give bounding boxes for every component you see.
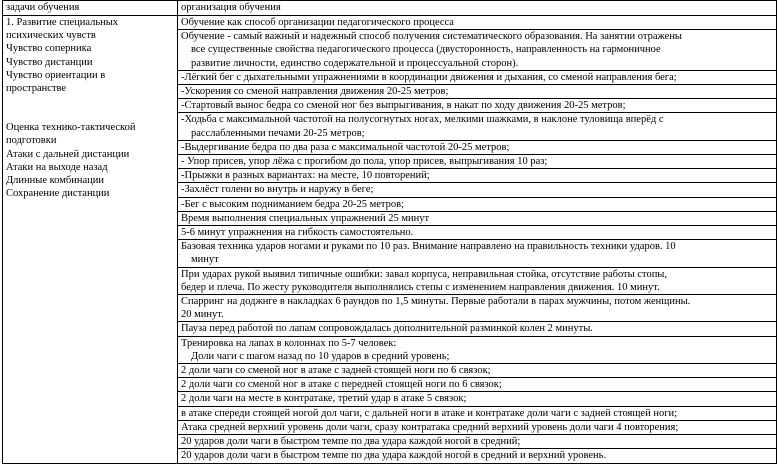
pads-line: 2 доли чаги со сменой ног в атаке с передней стоящей ноги по 6 связок; (178, 377, 776, 391)
training-table (2, 0, 777, 464)
exercise-line: -Захлёст голени во внутрь и наружу в беге; (178, 182, 776, 196)
exercise-line: 5-6 минут упражнения на гибкость самостоятельно. (178, 225, 776, 239)
exercise-line: -Выдергивание бедра по два раза с максимальной частотой 20-25 метров; (178, 140, 776, 154)
errors-line: При ударах рукой выявил типичные ошибки: завал корпуса, неправильная стойка, отсутствие работы стопы, (178, 267, 776, 281)
task-line: пространстве (6, 83, 67, 95)
exercise-line: -Ускорения со сменой направления движения 20-25 метров; (178, 84, 776, 98)
task-line: Длинные комбинации (6, 175, 104, 187)
task-gap (6, 95, 174, 121)
exercise-line: расслабленными печами 20-25 метров; (191, 127, 365, 139)
pads-line: Атака средней верхний уровень доли чаги, сразу контратака средний верхний уровень доли чаги 4 повторения; (178, 420, 776, 434)
exercise-line: - Упор присев, упор лёжа с прогибом до пола, упор присев, выпрыгивания 10 раз; (178, 154, 776, 168)
exercise-line: -Стартовый вынос бедра со сменой ног без выпрыгивания, в накат по ходу движения 20-25 метров; (178, 98, 776, 112)
task-line: Оценка технико-тактической (6, 122, 136, 134)
pads-line: Доли чаги с шагом назад по 10 ударов в средний уровень; (191, 350, 450, 362)
pause-line: Пауза перед работой по лапам сопровождалась дополнительной разминкой колен 2 минуты. (178, 321, 776, 335)
pads-line: Тренировка на лапах в колоннах по 5-7 человек: (178, 336, 776, 350)
sparring-line: 20 минут. (181, 309, 224, 321)
table-body-row (3, 16, 777, 464)
technique-line: минут (191, 254, 219, 266)
exercise-line: -Бег с высоким подниманием бедра 20-25 метров; (178, 197, 776, 211)
paragraph-line: Обучение - самый важный и надежный способ получения систематического образования. На занятии отражены (178, 29, 776, 43)
table-header-row (3, 1, 777, 16)
exercise-line: -Лёгкий бег с дыхательными упражнениями в координации движения и дыхания, со сменой направления бега; (178, 70, 776, 84)
task-line: Атаки с дальней дистанции (6, 148, 130, 160)
header-tasks: задачи обучения (3, 1, 178, 16)
technique-line: Базовая техника ударов ногами и руками по 10 раз. Внимание направлено на правильность техники ударов. 10 (178, 239, 776, 253)
pads-line: 20 ударов доли чаги в быстром темпе по два удара каждой ногой в средний; (178, 434, 776, 448)
pads-line: 2 доли чаги со сменой ног в атаке с задней стоящей ноги по 6 связок; (178, 363, 776, 377)
document-page (2, 0, 776, 464)
errors-line: бедер и плеча. По жесту руководителя выполнялись степы с изменением направления движения. 10 минут. (181, 281, 660, 293)
section-title: Обучение как способ организации педагогического процесса (181, 17, 454, 28)
task-line: психических чувств (6, 30, 96, 42)
paragraph-line: развитие личности, единство содержательной и процессуальной сторон). (191, 57, 519, 69)
task-line: Сохранение дистанции (6, 188, 110, 200)
task-line: Чувство ориентации в (6, 69, 106, 81)
header-organization: организация обучения (178, 1, 777, 16)
task-line: Чувство дистанции (6, 56, 93, 68)
task-line: подготовки (6, 135, 57, 147)
task-line: Чувство соперника (6, 43, 92, 55)
pads-line: 20 ударов доли чаги в быстром темпе по два удара каждой ногой в средний и верхний уровень. (178, 448, 776, 462)
exercise-line: -Прыжки в разных вариантах: на месте, 10 повторений; (178, 168, 776, 182)
paragraph-line: все существенные свойства педагогического процесса (двусторонность, направленность на гармоничное (191, 44, 661, 56)
task-line: Атаки на выходе назад (6, 161, 108, 173)
task-line: 1. Развитие специальных (6, 17, 119, 28)
organization-cell (178, 16, 777, 464)
pads-line: в атаке спереди стоящей ногой дол чаги, с дальней ноги в атаке и контратаке доли чаги с задней стоящей ноги; (178, 406, 776, 420)
pads-line: 2 доли чаги на месте в контратаке, третий удар в атаке 5 связок; (178, 391, 776, 405)
sparring-line: Спарринг на доджнге в накладках 6 раундов по 1,5 минуты. Первые работали в парах мужчины, потом женщины. (178, 294, 776, 308)
exercise-line: Время выполнения специальных упражнений 25 минут (178, 211, 776, 225)
tasks-cell (3, 16, 178, 464)
exercise-line: -Ходьба с максимальной частотой на полусогнутых ногах, мелкими шажками, в наклоне туловища вперёд с (178, 112, 776, 126)
